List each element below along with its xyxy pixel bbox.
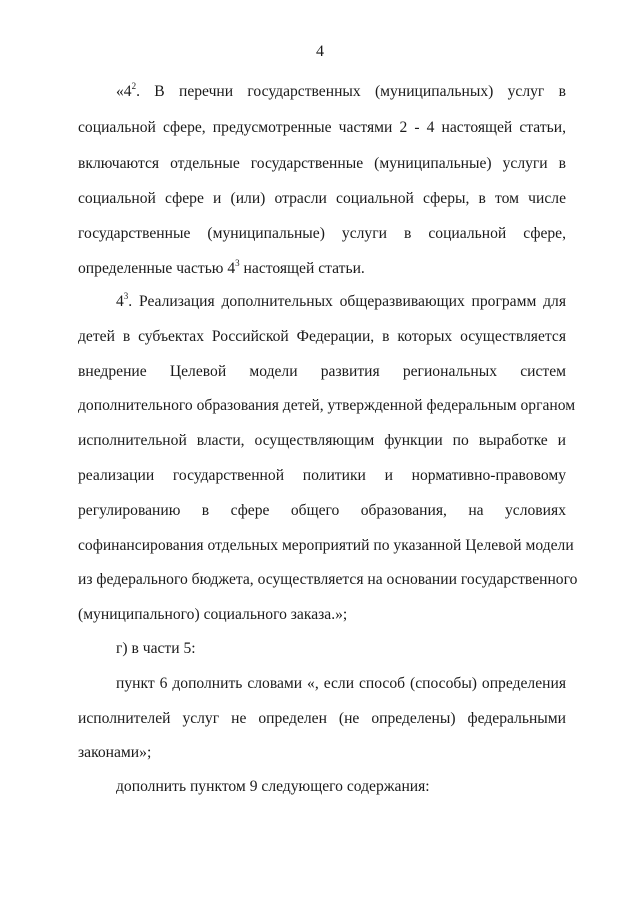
text-line: реализации государственной политики и нормативно-правовому (78, 467, 566, 484)
text-line: пункт 6 дополнить словами «, если способ (способы) определения (116, 675, 566, 692)
text-line: исполнительной власти, осуществляющим функции по выработке и (78, 432, 566, 449)
text-line: г) в части 5: (116, 640, 196, 657)
text-line: законами»; (78, 744, 152, 761)
text-line: определенные частью $4^3$ настоящей статьи. (78, 257, 365, 277)
text-line: $4^3$. Реализация дополнительных общеразвивающих программ для (116, 290, 566, 310)
text-line: включаются отдельные государственные (муниципальные) услуги в (78, 155, 566, 172)
text-line: дополнить пунктом 9 следующего содержания: (116, 778, 430, 795)
text-line: «$4^2$. В перечни государственных (муниципальных) услуг в (116, 80, 566, 100)
text-line: дополнительного образования детей, утвержденной федеральным органом (78, 397, 576, 414)
text-line: (муниципального) социального заказа.»; (78, 606, 348, 623)
page-number: 4 (316, 43, 324, 60)
text-line: социальной сфере и (или) отрасли социальной сферы, в том числе (78, 190, 566, 207)
text-line: исполнителей услуг не определен (не определены) федеральными (78, 710, 566, 727)
text-line: из федерального бюджета, осуществляется на основании государственного (78, 571, 578, 588)
text-line: социальной сфере, предусмотренные частями 2 - 4 настоящей статьи, (78, 119, 566, 136)
text-line: детей в субъектах Российской Федерации, в которых осуществляется (78, 328, 566, 345)
text-line: внедрение Целевой модели развития региональных систем (78, 363, 566, 380)
text-line: регулированию в сфере общего образования, на условиях (78, 502, 566, 519)
text-line: софинансирования отдельных мероприятий по указанной Целевой модели (78, 537, 574, 554)
text-line: государственные (муниципальные) услуги в социальной сфере, (78, 225, 566, 242)
